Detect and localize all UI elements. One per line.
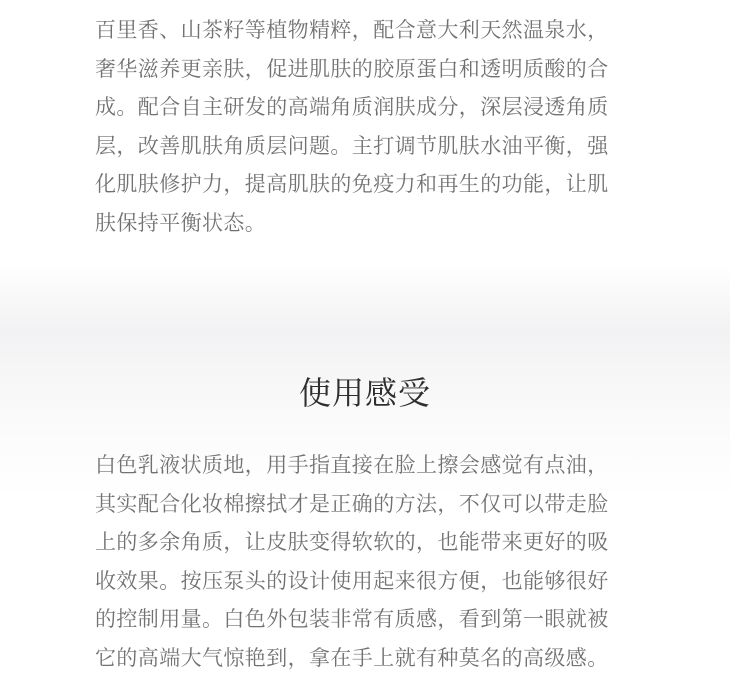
intro-line: 肤保持平衡状态。 [95, 204, 645, 243]
intro-paragraph [95, 11, 645, 242]
intro-line: 百里香、山茶籽等植物精粹，配合意大利天然温泉水， [95, 11, 645, 50]
usage-line: 收效果。按压泵头的设计使用起来很方便，也能够很好 [95, 562, 645, 601]
usage-line: 上的多余角质，让皮肤变得软软的，也能带来更好的吸 [95, 523, 645, 562]
intro-line: 奢华滋养更亲肤，促进肌肤的胶原蛋白和透明质酸的合 [95, 50, 645, 89]
intro-line: 成。配合自主研发的高端角质润肤成分，深层浸透角质 [95, 88, 645, 127]
usage-section-title: 使用感受 [0, 371, 730, 415]
usage-line: 白色乳液状质地，用手指直接在脸上擦会感觉有点油， [95, 446, 645, 485]
intro-line: 层，改善肌肤角质层问题。主打调节肌肤水油平衡，强 [95, 127, 645, 166]
usage-paragraph [95, 446, 645, 677]
usage-line: 的控制用量。白色外包装非常有质感，看到第一眼就被 [95, 600, 645, 639]
intro-line: 化肌肤修护力，提高肌肤的免疫力和再生的功能，让肌 [95, 165, 645, 204]
usage-line: 它的高端大气惊艳到，拿在手上就有种莫名的高级感。 [95, 639, 645, 677]
usage-line: 其实配合化妆棉擦拭才是正确的方法，不仅可以带走脸 [95, 485, 645, 524]
